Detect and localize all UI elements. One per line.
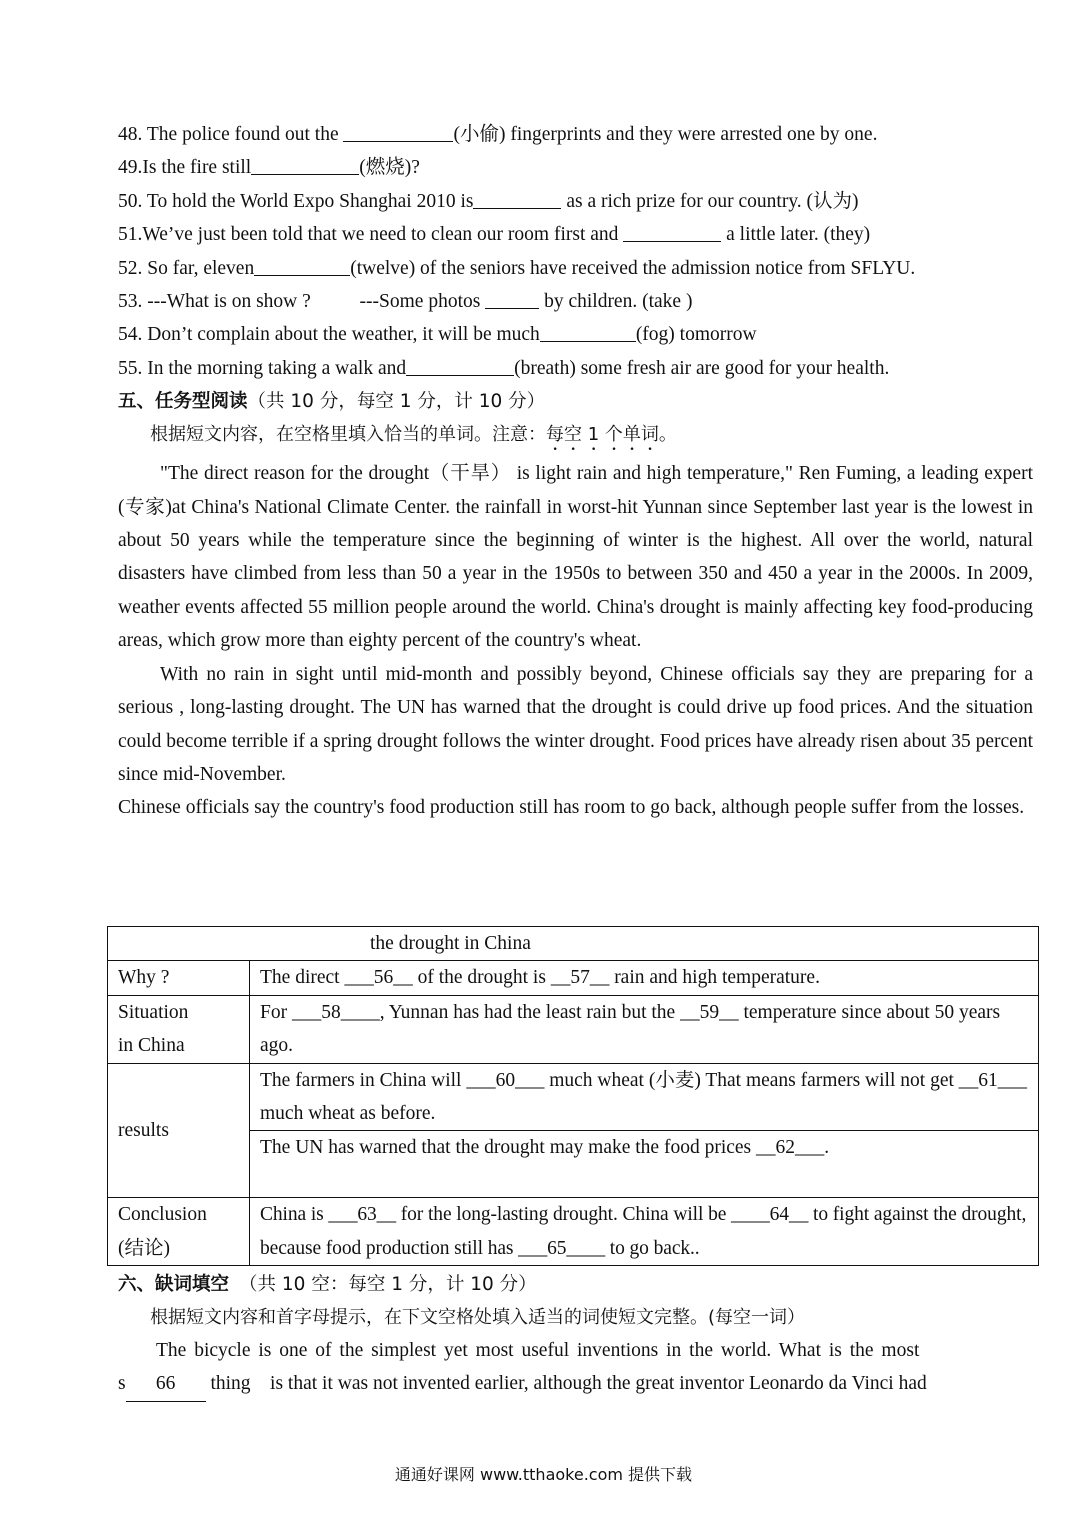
question-54: 54. Don’t complain about the weather, it will be much (fog) tomorrow [118, 318, 1033, 351]
answer-blank[interactable] [251, 154, 359, 175]
table-row [108, 1063, 1039, 1131]
question-52: 52. So far, eleven (twelve) of the seniors have received the admission notice from SFLYU. [118, 252, 1033, 285]
passage-paragraph: Chinese officials say the country's food production still has room to go back, although people suffer from the losses. [118, 797, 1025, 819]
answer-blank[interactable] [540, 321, 636, 342]
table-row [108, 995, 1039, 1063]
section-5-heading: 五、任务型阅读（共 10 分，每空 1 分，计 10 分） [118, 391, 546, 413]
table-row [108, 961, 1039, 995]
row-content: For ___58____, Yunnan has had the least rain but the __59__ temperature since about 50 years ago. [250, 995, 1039, 1063]
answer-blank[interactable]: 66 [126, 1367, 206, 1401]
section-6-instruction: 根据短文内容和首字母提示，在下文空格处填入适当的词使短文完整。(每空一词） [150, 1307, 806, 1328]
answer-blank[interactable] [343, 121, 453, 142]
row-label: results [108, 1063, 250, 1198]
answer-blank[interactable] [406, 355, 514, 376]
question-51: 51.We’ve just been told that we need to clean our room first and a little later. (they) [118, 218, 1033, 251]
row-content: The farmers in China will ___60___ much wheat (小麦) That means farmers will not get __61___ much wheat as before. [250, 1063, 1039, 1131]
question-53: 53. ---What is on show ? ---Some photos by children. (take ) [118, 285, 1033, 318]
cloze-passage: The bicycle is one of the simplest yet most useful inventions in the world. What is the most s 66 thing is that it was not invented earlier, although the great inventor Leonardo da Vinci had [118, 1334, 1033, 1402]
passage-paragraph: "The direct reason for the drought（干旱） is light rain and high temperature," Ren Fuming, a leading expert (专家)at China's National Climate Center. the rainfall in worst-hit Yunnan since September last year is the lowest in about 50 years while the temperature since the beginning of winter is the highest. All over the world, natural disasters have climbed from less than 50 a year in the 1950s to between 350 and 450 a year in the 2000s. In 2009, weather events affected 55 million people around the world. China's drought is mainly affecting key food-producing areas, which grow more than eighty percent of the country's wheat. [118, 463, 1033, 652]
question-49: 49.Is the fire still (燃烧)? [118, 151, 1033, 184]
section-5-instruction: 根据短文内容，在空格里填入恰当的单词。注意：每空 1 个单词。 [150, 424, 677, 446]
row-content: China is ___63__ for the long-lasting drought. China will be ____64__ to fight against the drought, because food production still has ___65____ to go back.. [250, 1198, 1039, 1266]
question-48: 48. The police found out the (小偷) fingerprints and they were arrested one by one. [118, 118, 1033, 151]
question-55: 55. In the morning taking a walk and (breath) some fresh air are good for your health. [118, 352, 1033, 385]
question-50: 50. To hold the World Expo Shanghai 2010 is as a rich prize for our country. (认为) [118, 185, 1033, 218]
row-label: Why ? [108, 961, 250, 995]
section-6-heading: 六、缺词填空 （共 10 空：每空 1 分，计 10 分） [118, 1274, 537, 1295]
reading-passage [118, 457, 1033, 824]
table-row [108, 1198, 1039, 1266]
answer-blank[interactable] [623, 221, 721, 242]
row-label: Conclusion (结论) [108, 1198, 250, 1266]
row-label: Situation in China [108, 995, 250, 1063]
questions-block [118, 118, 1033, 825]
passage-paragraph: With no rain in sight until mid-month and possibly beyond, Chinese officials say they are preparing for a serious , long-lasting drought. The UN has warned that the drought is could drive up food prices. And the situation could become terrible if a spring drought follows the winter drought. Food prices have already risen about 35 percent since mid-November. [118, 663, 1033, 785]
row-content: The UN has warned that the drought may make the food prices __62___. [250, 1131, 1039, 1198]
page-footer: 通通好课网 www.tthaoke.com 提供下载 [394, 1465, 693, 1484]
task-table [107, 926, 1039, 1266]
answer-blank[interactable] [473, 188, 561, 209]
answer-blank[interactable] [254, 255, 350, 276]
section-6 [118, 1268, 1033, 1402]
table-title: the drought in China [108, 927, 1039, 961]
answer-blank[interactable] [485, 288, 539, 309]
row-content: The direct ___56__ of the drought is __57__ rain and high temperature. [250, 961, 1039, 995]
